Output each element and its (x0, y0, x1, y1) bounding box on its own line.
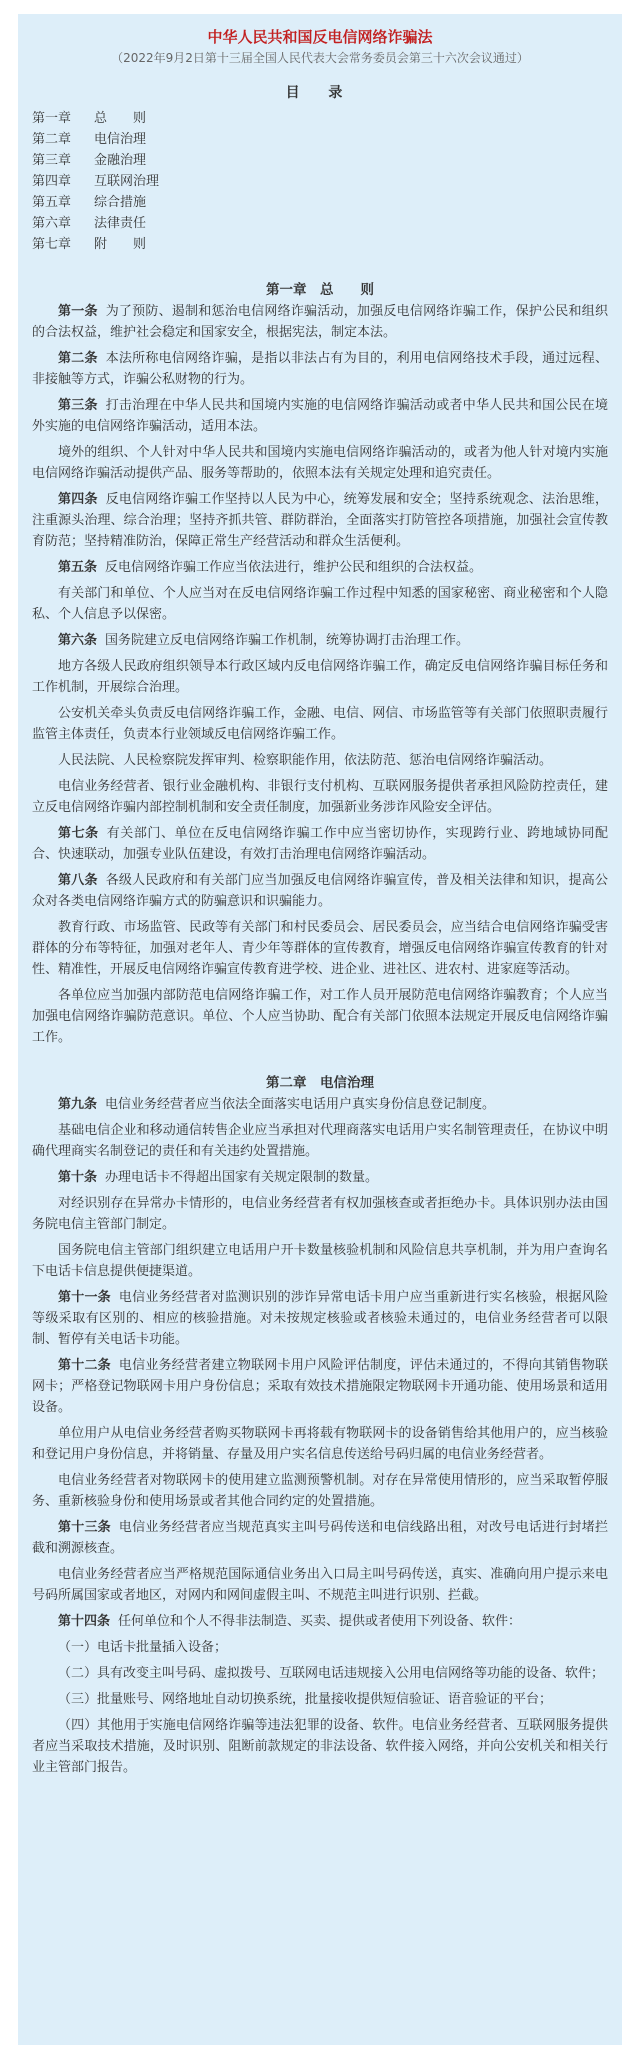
article-number: 第十四条 (58, 1614, 111, 1629)
law-paragraph (32, 776, 608, 818)
document-page (18, 14, 622, 2045)
chapter-1-heading: 第一章 总 则 (266, 282, 374, 298)
law-paragraph (32, 442, 608, 484)
article-number: 第七条 (58, 826, 99, 841)
toc-name: 电信治理 (94, 132, 147, 147)
article-number: 第十条 (58, 1170, 98, 1185)
toc-number: 第五章 (32, 195, 72, 210)
law-paragraph (32, 489, 608, 552)
list-item: （二）具有改变主叫号码、虚拟拨号、互联网电话违规接入公用电信网络等功能的设备、软件； (58, 1666, 605, 1681)
toc-name: 互联网治理 (94, 174, 160, 189)
paragraph-text: 地方各级人民政府组织领导本行政区域内反电信网络诈骗工作，确定反电信网络诈骗目标任务和工作机制，开展综合治理。 (32, 659, 608, 695)
toc-heading: 目 录 (285, 85, 355, 101)
article-number: 第六条 (58, 633, 98, 648)
paragraph-text: 教育行政、市场监管、民政等有关部门和村民委员会、居民委员会，应当结合电信网络诈骗受害群体的分布等特征，加强对老年人、青少年等群体的宣传教育，增强反电信网络诈骗宣传教育的针对性、精准性，开展反电信网络诈骗宣传教育进学校、进企业、进社区、进农村、进家庭等活动。 (32, 920, 608, 977)
law-paragraph (32, 1470, 608, 1512)
law-paragraph (32, 870, 608, 912)
article-number: 第十二条 (58, 1358, 111, 1373)
paragraph-text: 基础电信企业和移动通信转售企业应当承担对代理商落实电话用户实名制管理责任，在协议中明确代理商实名制登记的责任和有关违约处置措施。 (32, 1123, 608, 1159)
law-paragraph (32, 395, 608, 437)
law-paragraph (32, 1167, 608, 1188)
law-paragraph (32, 1423, 608, 1465)
paragraph-text: 单位用户从电信业务经营者购买物联网卡再将载有物联网卡的设备销售给其他用户的，应当核验和登记用户身份信息，并将销量、存量及用户实名信息传送给号码归属的电信业务经营者。 (32, 1426, 608, 1462)
table-of-contents (32, 108, 608, 255)
law-paragraph (32, 1517, 608, 1559)
law-paragraph (32, 1287, 608, 1350)
paragraph-text: 电信业务经营者应当规范真实主叫号码传送和电信线路出租，对改号电话进行封堵拦截和溯源核查。 (32, 1520, 608, 1556)
paragraph-text: 电信业务经营者应当依法全面落实电话用户真实身份信息登记制度。 (105, 1097, 496, 1112)
toc-item-1 (32, 108, 608, 129)
paragraph-text: 国务院建立反电信网络诈骗工作机制，统筹协调打击治理工作。 (105, 633, 470, 648)
toc-name: 综合措施 (94, 195, 147, 210)
law-paragraph (32, 557, 608, 578)
toc-item-6 (32, 213, 608, 234)
law-paragraph (32, 750, 608, 771)
law-paragraph (32, 348, 608, 390)
paragraph-text: 电信业务经营者、银行业金融机构、非银行支付机构、互联网服务提供者承担风险防控责任，建立反电信网络诈骗内部控制机制和安全责任制度，加强新业务涉诈风险安全评估。 (32, 779, 608, 815)
chapter-2-list (32, 1637, 608, 1778)
article-number: 第十一条 (58, 1290, 111, 1305)
list-item: （四）其他用于实施电信网络诈骗等违法犯罪的设备、软件。电信业务经营者、互联网服务提供者应当采取技术措施，及时识别、阻断前款规定的非法设备、软件接入网络，并向公安机关和相关行业主管部门报告。 (32, 1718, 608, 1775)
paragraph-text: 人民法院、人民检察院发挥审判、检察职能作用，依法防范、惩治电信网络诈骗活动。 (58, 753, 553, 768)
paragraph-text: 办理电话卡不得超出国家有关规定限制的数量。 (105, 1170, 379, 1185)
law-paragraph (32, 1355, 608, 1418)
law-title: 中华人民共和国反电信网络诈骗法 (207, 28, 433, 46)
toc-item-7 (32, 234, 608, 255)
law-paragraph (32, 583, 608, 625)
article-number: 第四条 (58, 492, 98, 507)
paragraph-text: 电信业务经营者应当严格规范国际通信业务出入口局主叫号码传送，真实、准确向用户提示来电号码所属国家或者地区，对网内和网间虚假主叫、不规范主叫进行识别、拦截。 (32, 1567, 608, 1603)
paragraph-text: 有关部门和单位、个人应当对在反电信网络诈骗工作过程中知悉的国家秘密、商业秘密和个人隐私、个人信息予以保密。 (32, 586, 608, 622)
law-paragraph (32, 1564, 608, 1606)
paragraph-text: 打击治理在中华人民共和国境内实施的电信网络诈骗活动或者中华人民共和国公民在境外实施的电信网络诈骗活动，适用本法。 (32, 398, 608, 434)
law-paragraph (32, 301, 608, 343)
toc-number: 第四章 (32, 174, 72, 189)
paragraph-text: 国务院电信主管部门组织建立电话用户开卡数量核验机制和风险信息共享机制，并为用户查询名下电话卡信息提供便捷渠道。 (32, 1243, 608, 1279)
toc-number: 第二章 (32, 132, 72, 147)
article-number: 第三条 (58, 398, 98, 413)
toc-number: 第三章 (32, 153, 72, 168)
paragraph-text: 对经识别存在异常办卡情形的，电信业务经营者有权加强核查或者拒绝办卡。具体识别办法由国务院电信主管部门制定。 (32, 1196, 608, 1232)
paragraph-text: 公安机关牵头负责反电信网络诈骗工作，金融、电信、网信、市场监管等有关部门依照职责履行监管主体责任，负责本行业领域反电信网络诈骗工作。 (32, 706, 608, 742)
law-paragraph (32, 1094, 608, 1115)
article-number: 第八条 (58, 873, 98, 888)
toc-number: 第七章 (32, 237, 72, 252)
law-paragraph (32, 1611, 608, 1632)
toc-name: 金融治理 (94, 153, 147, 168)
paragraph-text: 电信业务经营者建立物联网卡用户风险评估制度，评估未通过的，不得向其销售物联网卡；严格登记物联网卡用户身份信息；采取有效技术措施限定物联网卡开通功能、使用场景和适用设备。 (32, 1358, 608, 1415)
list-item: （三）批量账号、网络地址自动切换系统，批量接收提供短信验证、语音验证的平台； (58, 1692, 553, 1707)
law-paragraph (32, 985, 608, 1048)
law-paragraph (32, 656, 608, 698)
law-paragraph (32, 703, 608, 745)
paragraph-text: 各级人民政府和有关部门应当加强反电信网络诈骗宣传，普及相关法律和知识，提高公众对各类电信网络诈骗方式的防骗意识和识骗能力。 (32, 873, 608, 909)
paragraph-text: 有关部门、单位在反电信网络诈骗工作中应当密切协作，实现跨行业、跨地域协同配合、快速联动，加强专业队伍建设，有效打击治理电信网络诈骗活动。 (32, 826, 608, 862)
law-paragraph (32, 630, 608, 651)
toc-item-3 (32, 150, 608, 171)
paragraph-text: 各单位应当加强内部防范电信网络诈骗工作，对工作人员开展防范电信网络诈骗教育；个人应当加强电信网络诈骗防范意识。单位、个人应当协助、配合有关部门依照本法规定开展反电信网络诈骗工作。 (32, 988, 608, 1045)
paragraph-text: 电信业务经营者对监测识别的涉诈异常电话卡用户应当重新进行实名核验，根据风险等级采取有区别的、相应的核验措施。对未按规定核验或者核验未通过的，电信业务经营者可以限制、暂停有关电话卡功能。 (32, 1290, 608, 1347)
article-number: 第五条 (58, 560, 98, 575)
article-number: 第一条 (58, 304, 98, 319)
paragraph-text: 反电信网络诈骗工作应当依法进行，维护公民和组织的合法权益。 (105, 560, 483, 575)
paragraph-text: 本法所称电信网络诈骗，是指以非法占有为目的，利用电信网络技术手段，通过远程、非接触等方式，诈骗公私财物的行为。 (32, 351, 608, 387)
paragraph-text: 任何单位和个人不得非法制造、买卖、提供或者使用下列设备、软件： (118, 1614, 522, 1629)
list-item: （一）电话卡批量插入设备； (58, 1640, 228, 1655)
chapter-2-heading: 第二章 电信治理 (266, 1075, 374, 1091)
law-paragraph (32, 1120, 608, 1162)
toc-item-5 (32, 192, 608, 213)
article-number: 第十三条 (58, 1520, 111, 1535)
toc-name: 法律责任 (94, 216, 147, 231)
toc-name: 附 则 (94, 237, 147, 252)
law-paragraph (32, 823, 608, 865)
paragraph-text: 境外的组织、个人针对中华人民共和国境内实施电信网络诈骗活动的，或者为他人针对境内实施电信网络诈骗活动提供产品、服务等帮助的，依照本法有关规定处理和追究责任。 (32, 445, 608, 481)
chapter-1-body (32, 301, 608, 1048)
law-paragraph (32, 917, 608, 980)
toc-number: 第一章 (32, 111, 72, 126)
paragraph-text: 为了预防、遏制和惩治电信网络诈骗活动，加强反电信网络诈骗工作，保护公民和组织的合法权益，维护社会稳定和国家安全，根据宪法，制定本法。 (32, 304, 608, 340)
article-number: 第二条 (58, 351, 98, 366)
law-subtitle: （2022年9月2日第十三届全国人民代表大会常务委员会第三十六次会议通过） (111, 51, 529, 65)
law-paragraph (32, 1240, 608, 1282)
article-number: 第九条 (58, 1097, 98, 1112)
toc-item-2 (32, 129, 608, 150)
toc-name: 总 则 (94, 111, 147, 126)
paragraph-text: 电信业务经营者对物联网卡的使用建立监测预警机制。对存在异常使用情形的，应当采取暂停服务、重新核验身份和使用场景或者其他合同约定的处置措施。 (32, 1473, 608, 1509)
law-paragraph (32, 1193, 608, 1235)
toc-item-4 (32, 171, 608, 192)
paragraph-text: 反电信网络诈骗工作坚持以人民为中心，统筹发展和安全；坚持系统观念、法治思维，注重源头治理、综合治理；坚持齐抓共管、群防群治，全面落实打防管控各项措施，加强社会宣传教育防范；坚持精准防治，保障正常生产经营活动和群众生活便利。 (32, 492, 608, 549)
chapter-2-body (32, 1094, 608, 1632)
toc-number: 第六章 (32, 216, 72, 231)
